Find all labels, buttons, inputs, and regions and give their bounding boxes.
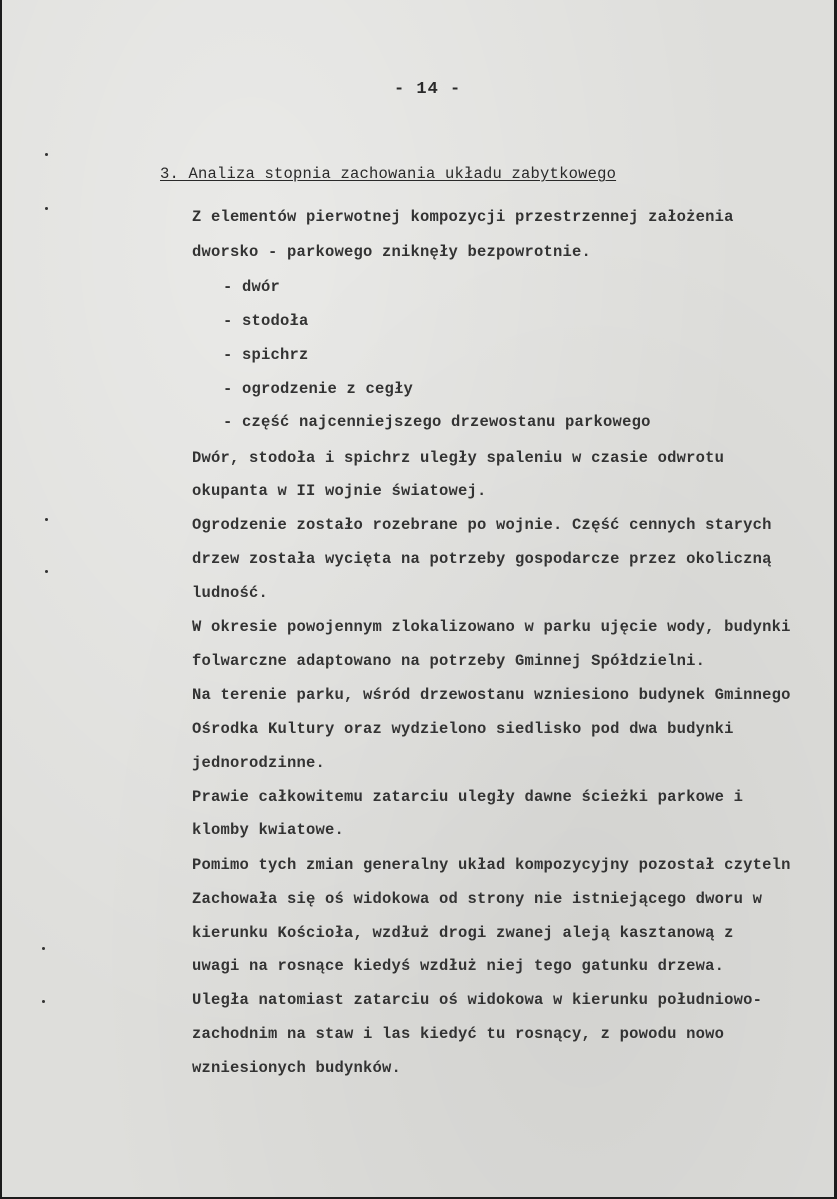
list-item: - dwór (223, 278, 281, 296)
list-item: - część najcenniejszego drzewostanu parkowego (223, 413, 651, 431)
body-line: Prawie całkowitemu zatarciu uległy dawne ścieżki parkowe i (192, 788, 744, 806)
body-line: drzew została wycięta na potrzeby gospodarcze przez okoliczną (192, 550, 772, 568)
body-line: Ogrodzenie zostało rozebrane po wojnie. Część cennych starych (192, 516, 772, 534)
intro-line: Z elementów pierwotnej kompozycji przestrzennej założenia (192, 208, 734, 226)
body-line: jednorodzinne. (192, 754, 326, 772)
body-line: kierunku Kościoła, wzdłuż drogi zwanej aleją kasztanową z (192, 924, 734, 942)
body-line: Na terenie parku, wśród drzewostanu wzniesiono budynek Gminnego (192, 686, 791, 704)
section-heading: 3. Analiza stopnia zachowania układu zabytkowego (160, 165, 617, 183)
margin-mark (42, 947, 45, 950)
body-line: wzniesionych budynków. (192, 1059, 402, 1077)
body-line: folwarczne adaptowano na potrzeby Gminnej Spółdzielni. (192, 652, 706, 670)
body-line: W okresie powojennym zlokalizowano w parku ujęcie wody, budynki (192, 618, 791, 636)
margin-mark (42, 1000, 45, 1003)
body-line: ludność. (192, 584, 269, 602)
margin-mark (45, 570, 48, 573)
body-line: Uległa natomiast zatarciu oś widokowa w kierunku południowo- (192, 991, 763, 1009)
body-line: Ośrodka Kultury oraz wydzielono siedlisko pod dwa budynki (192, 720, 734, 738)
body-line: Dwór, stodoła i spichrz uległy spaleniu w czasie odwrotu (192, 449, 725, 467)
body-line: uwagi na rosnące kiedyś wzdłuż niej tego gatunku drzewa. (192, 957, 725, 975)
intro-line: dworsko - parkowego zniknęły bezpowrotnie. (192, 243, 592, 261)
list-item: - stodoła (223, 312, 309, 330)
margin-mark (45, 153, 48, 156)
list-item: - spichrz (223, 346, 309, 364)
body-line: Zachowała się oś widokowa od strony nie istniejącego dworu w (192, 890, 763, 908)
margin-mark (45, 207, 48, 210)
body-line: Pomimo tych zmian generalny układ kompozycyjny pozostał czyteln (192, 856, 791, 874)
page-number: - 14 - (394, 80, 462, 99)
body-line: okupanta w II wojnie światowej. (192, 482, 487, 500)
body-line: zachodnim na staw i las kiedyć tu rosnący, z powodu nowo (192, 1025, 725, 1043)
list-item: - ogrodzenie z cegły (223, 380, 414, 398)
body-line: klomby kwiatowe. (192, 821, 345, 839)
margin-mark (45, 518, 48, 521)
